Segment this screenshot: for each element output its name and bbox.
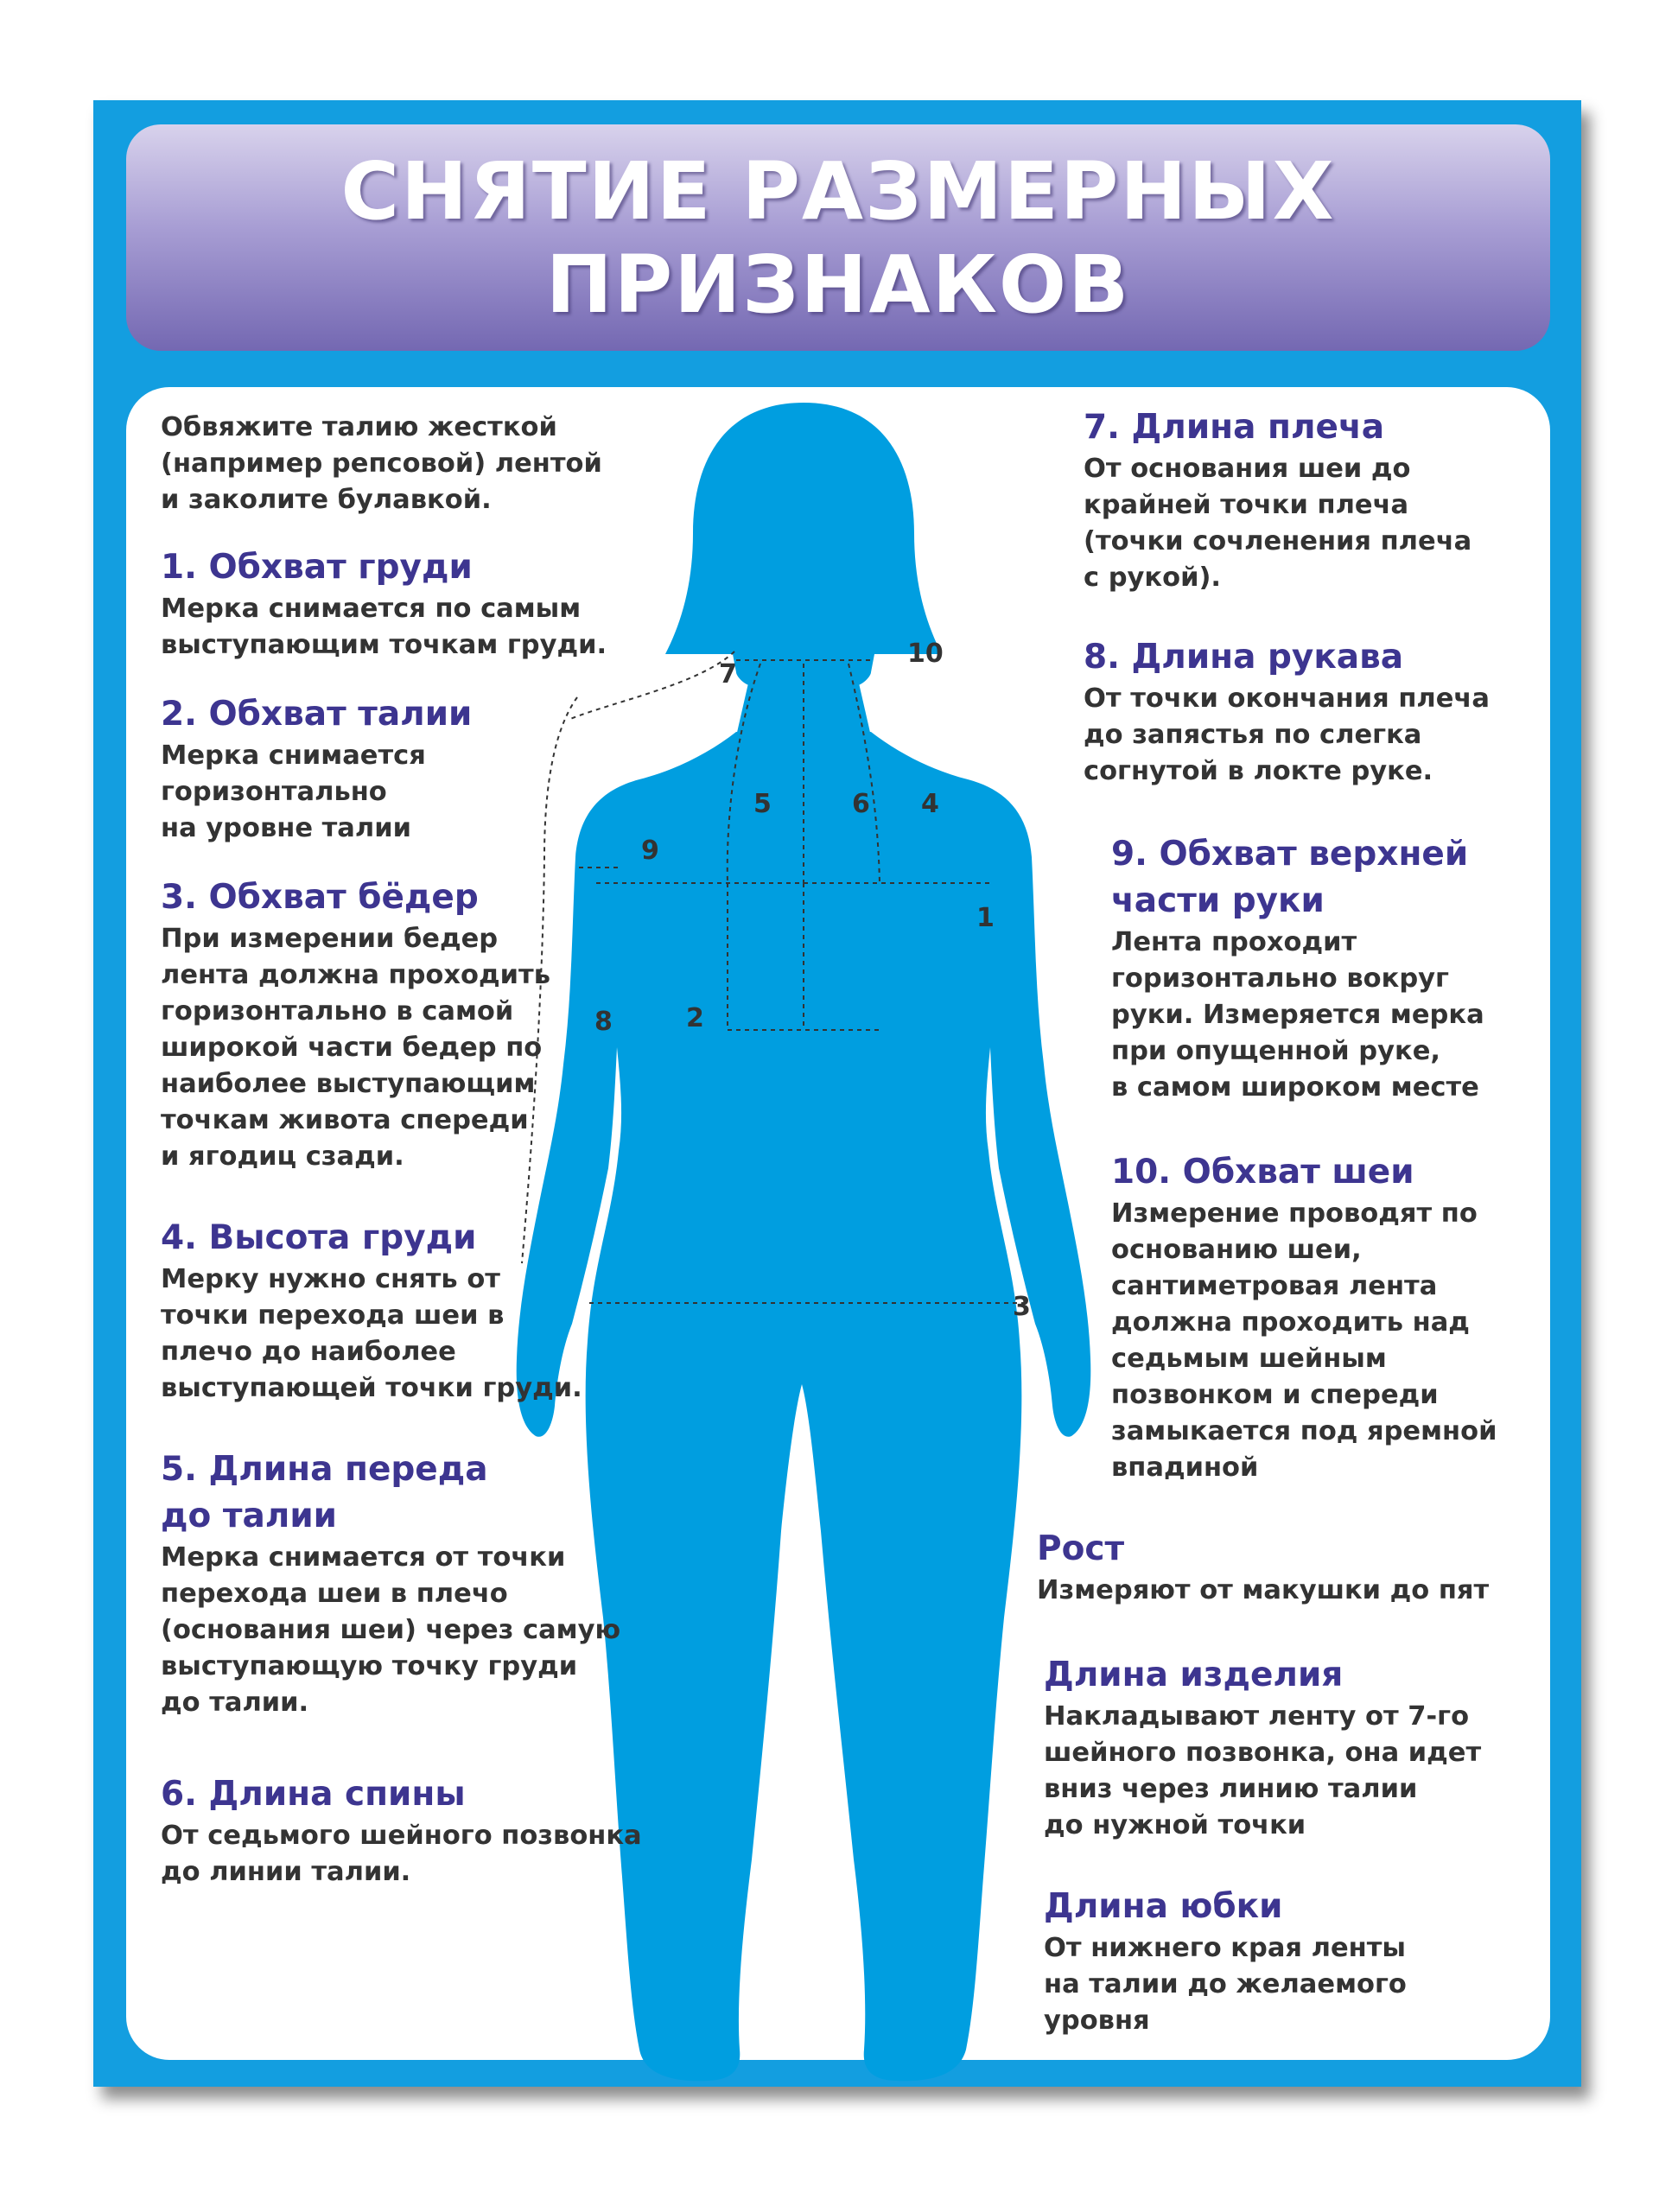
item-heading: 7. Длина плеча xyxy=(1084,408,1385,447)
item-text: От седьмого шейного позвонка xyxy=(161,1821,642,1851)
title-line-2: ПРИЗНАКОВ xyxy=(545,238,1131,331)
item-text: с рукой). xyxy=(1084,563,1221,593)
intro-block xyxy=(161,410,602,518)
item-text: выступающую точку груди xyxy=(161,1651,578,1681)
item-text: руки. Измеряется мерка xyxy=(1111,1000,1484,1030)
item-text: (точки сочленения плеча xyxy=(1084,526,1472,556)
intro-line: (например репсовой) лентой xyxy=(161,448,602,479)
item-heading: 8. Длина рукава xyxy=(1084,638,1404,677)
item-text: и ягодиц сзади. xyxy=(161,1141,404,1172)
item-skirt-length xyxy=(1044,1884,1407,2039)
item-text: сантиметровая лента xyxy=(1111,1271,1438,1301)
mark-8: 8 xyxy=(594,1007,613,1037)
item-text: крайней точки плеча xyxy=(1084,490,1409,520)
item-height xyxy=(1037,1526,1489,1609)
item-garment-length xyxy=(1044,1652,1481,1844)
item-heading: 4. Высота груди xyxy=(161,1218,477,1257)
item-heading: до талии xyxy=(161,1497,338,1535)
mark-2: 2 xyxy=(686,1003,704,1033)
item-text: широкой части бедер по xyxy=(161,1033,543,1063)
item-text: горизонтально xyxy=(161,777,387,807)
item-text: От основания шеи до xyxy=(1084,454,1411,484)
item-text: горизонтально в самой xyxy=(161,996,514,1027)
item-text: Накладывают ленту от 7-го xyxy=(1044,1701,1470,1732)
item-text: От точки окончания плеча xyxy=(1084,683,1490,714)
item-text: Мерка снимается xyxy=(161,741,426,771)
item-heading: Длина изделия xyxy=(1044,1656,1344,1694)
item-text: согнутой в локте руке. xyxy=(1084,756,1433,786)
item-heading: 1. Обхват груди xyxy=(161,548,473,587)
item-text: точки перехода шеи в xyxy=(161,1300,505,1331)
item-text: на уровне талии xyxy=(161,813,411,843)
item-text: шейного позвонка, она идет xyxy=(1044,1738,1482,1768)
item-sleeve-length xyxy=(1084,634,1490,790)
mark-6: 6 xyxy=(852,789,870,819)
item-text: до линии талии. xyxy=(161,1857,411,1887)
item-heading: части руки xyxy=(1111,881,1325,920)
item-heading: Рост xyxy=(1037,1529,1125,1568)
item-text: основанию шеи, xyxy=(1111,1235,1362,1265)
mark-9: 9 xyxy=(641,836,659,866)
intro-line: Обвяжите талию жесткой xyxy=(161,412,557,442)
item-text: позвонком и спереди xyxy=(1111,1380,1439,1410)
intro-line: и заколите булавкой. xyxy=(161,485,492,515)
item-text: лента должна проходить xyxy=(161,960,550,990)
item-chest-circumference xyxy=(161,544,607,664)
item-text: уровня xyxy=(1044,2005,1150,2036)
item-text: до нужной точки xyxy=(1044,1810,1306,1840)
item-text: наиболее выступающим xyxy=(161,1069,536,1099)
mark-10: 10 xyxy=(907,639,944,669)
title-banner xyxy=(126,124,1550,351)
item-text: выступающим точкам груди. xyxy=(161,630,607,660)
item-heading: Длина юбки xyxy=(1044,1887,1283,1926)
item-text: Мерка снимается от точки xyxy=(161,1542,566,1573)
item-back-length xyxy=(161,1771,642,1891)
item-heading: 6. Длина спины xyxy=(161,1775,466,1814)
item-neck-circumference xyxy=(1111,1149,1497,1486)
item-text: на талии до желаемого xyxy=(1044,1969,1407,1999)
item-text: перехода шеи в плечо xyxy=(161,1579,508,1609)
item-text: выступающей точки груди. xyxy=(161,1373,582,1403)
item-text: горизонтально вокруг xyxy=(1111,963,1449,994)
item-upper-arm-circumference xyxy=(1111,831,1484,1106)
item-text: до талии. xyxy=(161,1688,309,1718)
item-text: до запястья по слегка xyxy=(1084,720,1422,750)
item-text: При измерении бедер xyxy=(161,924,499,954)
item-front-length xyxy=(161,1446,620,1721)
item-text: седьмым шейным xyxy=(1111,1344,1387,1374)
item-text: в самом широком месте xyxy=(1111,1072,1479,1103)
item-text: (основания шеи) через самую xyxy=(161,1615,621,1645)
item-waist-circumference xyxy=(161,691,472,847)
item-text: плечо до наиболее xyxy=(161,1337,456,1367)
item-text: должна проходить над xyxy=(1111,1307,1470,1338)
item-text: От нижнего края ленты xyxy=(1044,1933,1406,1963)
item-heading: 5. Длина переда xyxy=(161,1450,488,1489)
mark-3: 3 xyxy=(1013,1292,1031,1322)
item-text: замыкается под яремной xyxy=(1111,1416,1497,1446)
item-text: вниз через линию талии xyxy=(1044,1774,1418,1804)
item-heading: 2. Обхват талии xyxy=(161,695,473,734)
item-heading: 9. Обхват верхней xyxy=(1111,835,1469,874)
item-text: Измеряют от макушки до пят xyxy=(1037,1575,1490,1605)
mark-5: 5 xyxy=(753,789,772,819)
item-text: Мерка снимается по самым xyxy=(161,594,582,624)
mark-4: 4 xyxy=(921,789,939,819)
item-text: точкам живота спереди xyxy=(161,1105,529,1135)
item-heading: 3. Обхват бёдер xyxy=(161,878,479,917)
item-text: Измерение проводят по xyxy=(1111,1198,1478,1229)
item-hip-circumference xyxy=(161,874,550,1175)
item-heading: 10. Обхват шеи xyxy=(1111,1153,1414,1192)
title-line-1: СНЯТИЕ РАЗМЕРНЫХ xyxy=(340,145,1336,238)
mark-1: 1 xyxy=(976,903,995,933)
item-bust-height xyxy=(161,1215,582,1407)
item-shoulder-length xyxy=(1084,404,1471,596)
item-text: при опущенной руке, xyxy=(1111,1036,1440,1066)
item-text: впадиной xyxy=(1111,1452,1259,1483)
item-text: Лента проходит xyxy=(1111,927,1357,957)
mark-7: 7 xyxy=(719,659,737,690)
item-text: Мерку нужно снять от xyxy=(161,1264,500,1294)
figure-head xyxy=(665,403,942,686)
